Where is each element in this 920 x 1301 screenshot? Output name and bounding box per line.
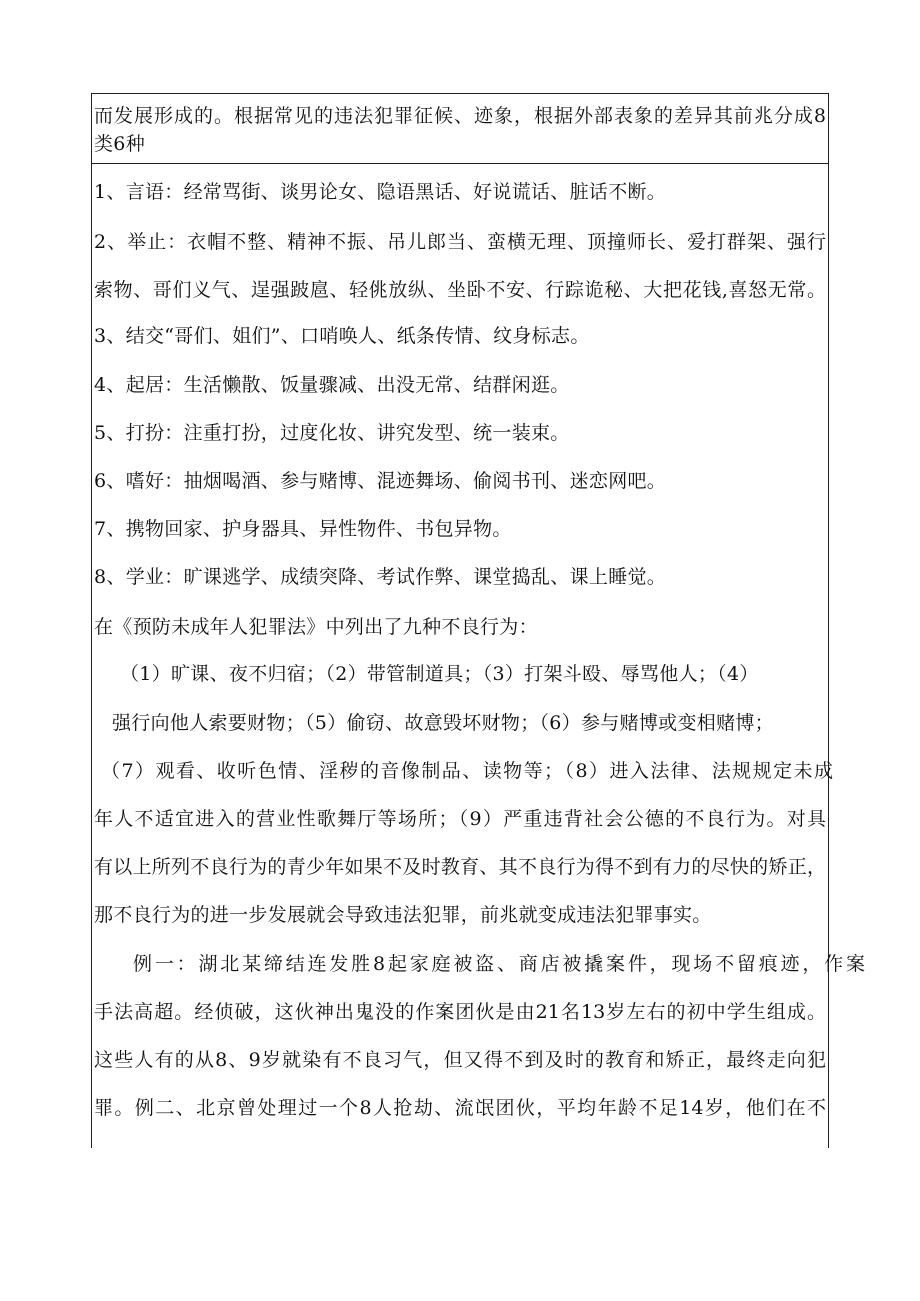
law-behaviors-line-6: 那不良行为的进一步发展就会导致违法犯罪，前兆就变成违法犯罪事实。 <box>94 904 712 926</box>
sign-item-2-line-1: 2、举止：衣帽不整、精神不振、吊儿郎当、蛮横无理、顶撞师长、爱打群架、强行 <box>94 231 826 253</box>
sign-item-8: 8、学业：旷课逃学、成绩突降、考试作弊、课堂捣乱、课上睡觉。 <box>94 566 667 588</box>
sign-item-1: 1、言语：经常骂街、谈男论女、隐语黑话、好说谎话、脏话不断。 <box>94 181 667 203</box>
law-behaviors-line-1: （1）旷课、夜不归宿；（2）带管制道具；（3）打架斗殴、辱骂他人；（4） <box>120 663 759 685</box>
sign-item-4: 4、起居：生活懒散、饭量骤减、出没无常、结群闲逛。 <box>94 374 570 396</box>
example-line-1: 例一：湖北某缔结连发胜8起家庭被盗、商店被撬案件，现场不留痕迹，作案 <box>133 953 865 975</box>
table-row-divider <box>91 163 829 164</box>
law-behaviors-line-2: 强行向他人索要财物；（5）偷窃、故意毁坏财物；（6）参与赌博或变相赌博； <box>112 712 774 734</box>
example-line-2: 手法高超。经侦破，这伙神出鬼没的作案团伙是由21名13岁左右的初中学生组成。 <box>94 1001 826 1023</box>
example-line-3: 这些人有的从8、9岁就染有不良习气，但又得不到及时的教育和矫正，最终走向犯 <box>94 1049 826 1071</box>
sign-item-5: 5、打扮：注重打扮，过度化妆、讲究发型、统一装束。 <box>94 422 570 444</box>
law-behaviors-line-3: （7）观看、收听色情、淫秽的音像制品、读物等；（8）进入法律、法规规定未成 <box>101 760 833 782</box>
law-behaviors-line-4: 年人不适宜进入的营业性歌舞厅等场所；（9）严重违背社会公德的不良行为。对具 <box>94 808 826 830</box>
law-behaviors-line-5: 有以上所列不良行为的青少年如果不及时教育、其不良行为得不到有力的尽快的矫正， <box>94 856 826 878</box>
sign-item-7: 7、携物回家、护身器具、异性物件、书包异物。 <box>94 518 512 540</box>
intro-line-2: 类6种 <box>94 133 145 155</box>
law-intro: 在《预防未成年人犯罪法》中列出了九种不良行为： <box>94 616 538 638</box>
sign-item-6: 6、嗜好：抽烟喝酒、参与赌博、混迹舞场、偷阅书刊、迷恋网吧。 <box>94 470 667 492</box>
sign-item-2-line-2: 索物、哥们义气、逞强跛扈、轻佻放纵、坐卧不安、行踪诡秘、大把花钱,喜怒无常。 <box>94 279 826 301</box>
example-line-4: 罪。例二、北京曾处理过一个8人抢劫、流氓团伙，平均年龄不足14岁，他们在不 <box>94 1097 826 1119</box>
sign-item-3: 3、结交“哥们、姐们”、口哨唤人、纸条传情、纹身标志。 <box>94 325 590 347</box>
intro-line-1: 而发展形成的。根据常见的违法犯罪征候、迹象，根据外部表象的差异其前兆分成8 <box>94 105 826 127</box>
